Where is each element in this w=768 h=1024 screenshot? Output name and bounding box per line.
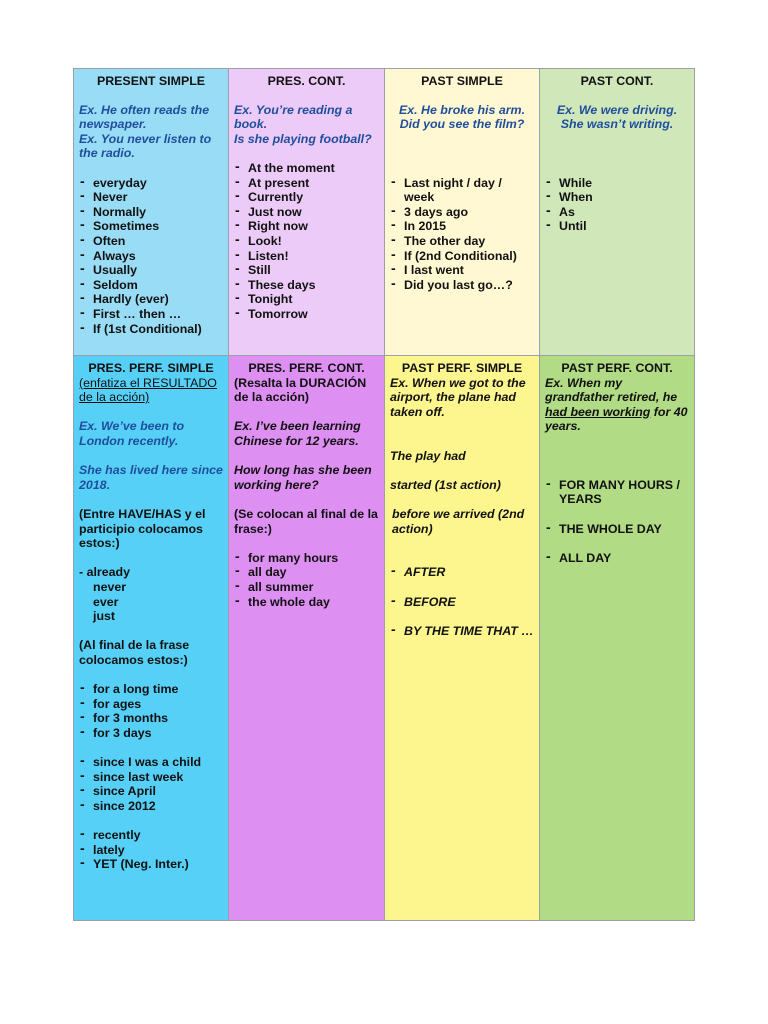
present-simple-example-1: Ex. He often reads the newspaper. [79, 102, 210, 132]
pres-perf-cont-example-1: Ex. I’ve been learning Chinese for 12 years. [234, 419, 361, 448]
pres-perf-cont-title: PRES. PERF. CONT. [248, 361, 365, 375]
list-item: - Tonight [234, 292, 379, 307]
pres-perf-simple-rule-1: (Entre HAVE/HAS y el participio colocamos estos:) [79, 506, 206, 551]
present-simple-example-2: Ex. You never listen to the radio. [79, 131, 212, 161]
list-item: - Look! [234, 234, 379, 249]
past-perf-simple-example-4: before we arrived (2nd action) [392, 506, 525, 536]
list-item: - all summer [234, 580, 379, 595]
cell-past-cont [540, 69, 694, 356]
pres-perf-simple-note: (enfatiza el RESULTADO de la acción) [79, 375, 217, 405]
list-item: - for a long time [79, 682, 223, 697]
list-item: - Listen! [234, 249, 379, 264]
cell-pres-perf-cont [229, 356, 385, 920]
pres-perf-simple-title: PRES. PERF. SIMPLE [88, 361, 214, 375]
cell-past-simple [385, 69, 540, 356]
present-simple-title: PRESENT SIMPLE [96, 74, 206, 88]
list-item: - AFTER [390, 565, 534, 580]
past-perf-simple-title: PAST PERF. SIMPLE [401, 361, 523, 375]
list-item: - lately [79, 843, 223, 858]
past-simple-title: PAST SIMPLE [421, 74, 503, 88]
list-item: - YET (Neg. Inter.) [79, 857, 223, 872]
list-item: - I last went [390, 263, 534, 278]
pres-perf-simple-group-a [79, 682, 223, 740]
tenses-table [73, 68, 695, 921]
list-item: just [93, 609, 116, 624]
example-text: Ex. When my grandfather retired, he [545, 375, 678, 405]
list-item: - Usually [79, 263, 223, 278]
list-item: - for 3 months [79, 711, 223, 726]
list-item: - Still [234, 263, 379, 278]
list-item: - for ages [79, 697, 223, 712]
list-item: - ALL DAY [545, 551, 689, 566]
list-item: - since last week [79, 770, 223, 785]
past-perf-simple-example-1: Ex. When we got to the airport, the plane had taken off. [390, 375, 526, 419]
list-item: ever [93, 594, 119, 609]
list-item: - When [545, 190, 689, 205]
list-item: - recently [79, 828, 223, 843]
list-item: - Seldom [79, 278, 223, 293]
cell-pres-perf-simple [74, 356, 229, 920]
list-item: - As [545, 205, 689, 220]
list-item: - If (2nd Conditional) [390, 249, 534, 264]
list-item: - The other day [390, 234, 534, 249]
list-item: - since 2012 [79, 799, 223, 814]
list-item: never [93, 579, 127, 594]
list-item: - all day [234, 565, 379, 580]
pres-perf-cont-rule: (Se colocan al final de la frase:) [234, 506, 378, 536]
pres-perf-cont-note: (Resalta la DURACIÓN de la acción) [234, 375, 367, 405]
cell-past-perf-cont [540, 356, 694, 920]
list-item: - Currently [234, 190, 379, 205]
example-underlined-text: had been working [545, 404, 651, 419]
list-item: - Always [79, 249, 223, 264]
cell-present-simple [74, 69, 229, 356]
past-perf-cont-example [545, 376, 689, 434]
list-item: - At the moment [234, 161, 379, 176]
list-item: - In 2015 [390, 219, 534, 234]
list-item: - for many hours [234, 551, 379, 566]
list-item: - Normally [79, 205, 223, 220]
past-perf-cont-markers [545, 478, 689, 566]
list-item: - FOR MANY HOURS / YEARS [545, 478, 689, 507]
list-item: - since April [79, 784, 223, 799]
past-perf-cont-title: PAST PERF. CONT. [561, 361, 673, 375]
pres-cont-markers [234, 161, 379, 322]
list-item: - already [79, 565, 130, 580]
list-item: - Sometimes [79, 219, 223, 234]
list-item: - Tomorrow [234, 307, 379, 322]
pres-perf-cont-example-2: How long has she been working here? [234, 463, 372, 492]
past-cont-markers [545, 176, 689, 234]
present-simple-markers [79, 176, 223, 337]
pres-perf-simple-mid-markers [79, 565, 223, 623]
list-item: - Never [79, 190, 223, 205]
past-simple-markers [390, 176, 534, 293]
list-item: - the whole day [234, 595, 379, 610]
pres-perf-simple-group-c [79, 828, 223, 872]
list-item: - First … then … [79, 307, 223, 322]
list-item: - everyday [79, 176, 223, 191]
list-item: - Hardly (ever) [79, 292, 223, 307]
list-item: - since I was a child [79, 755, 223, 770]
past-simple-example-2: Did you see the film? [399, 117, 525, 132]
list-item: - Did you last go…? [390, 278, 534, 293]
list-item: - Last night / day / week [390, 176, 534, 205]
pres-cont-title: PRES. CONT. [267, 74, 346, 88]
list-item: - THE WHOLE DAY [545, 522, 689, 537]
list-item: - Until [545, 219, 689, 234]
past-cont-title: PAST CONT. [580, 74, 654, 88]
list-item: - BEFORE [390, 595, 534, 610]
list-item: - BY THE TIME THAT … [390, 624, 534, 639]
cell-pres-cont [229, 69, 385, 356]
past-perf-simple-example-3: started (1st action) [390, 477, 501, 492]
pres-perf-simple-rule-2: (Al final de la frase colocamos estos:) [79, 638, 190, 667]
list-item: - Often [79, 234, 223, 249]
list-item: - If (1st Conditional) [79, 322, 223, 337]
pres-cont-example-2: Is she playing football? [234, 131, 372, 146]
cell-past-perf-simple [385, 356, 540, 920]
list-item: - Just now [234, 205, 379, 220]
list-item: - for 3 days [79, 726, 223, 741]
past-simple-example-1: Ex. He broke his arm. [398, 102, 526, 117]
list-item: - These days [234, 278, 379, 293]
pres-perf-simple-example-1: Ex. We’ve been to London recently. [79, 419, 185, 448]
past-cont-example-2: She wasn’t writing. [560, 117, 674, 132]
past-perf-simple-markers [390, 565, 534, 638]
past-cont-example-1: Ex. We were driving. [556, 102, 678, 117]
pres-perf-simple-example-2: She has lived here since 2018. [79, 463, 223, 492]
pres-cont-example-1: Ex. You’re reading a book. [234, 102, 353, 132]
list-item: - While [545, 176, 689, 191]
pres-perf-simple-group-b [79, 755, 223, 813]
past-perf-simple-example-2: The play had [390, 448, 466, 463]
list-item: - 3 days ago [390, 205, 534, 220]
list-item: - Right now [234, 219, 379, 234]
list-item: - At present [234, 176, 379, 191]
pres-perf-cont-markers [234, 551, 379, 609]
example-text-end: for 40 years. [545, 404, 688, 434]
